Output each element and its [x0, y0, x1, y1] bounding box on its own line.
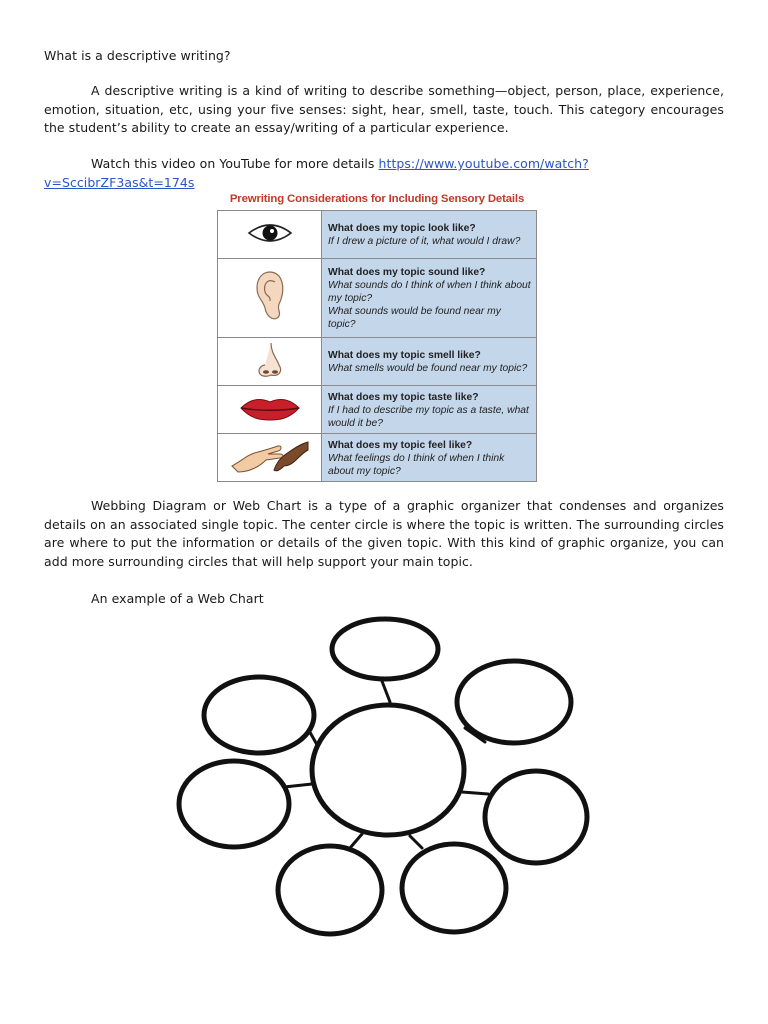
hands-icon — [218, 434, 322, 482]
connector-line — [350, 834, 362, 848]
center-topic-circle[interactable] — [312, 705, 464, 835]
eye-icon — [218, 211, 322, 259]
detail-circle-left[interactable] — [179, 761, 289, 847]
smell-question: What does my topic smell like? — [328, 350, 481, 361]
web-chart-diagram — [170, 612, 590, 942]
video-line-text: Watch this video on YouTube for more details — [91, 156, 379, 171]
feel-detail: What feelings do I think of when I think about my topic? — [328, 452, 505, 477]
sensory-table-grid — [217, 210, 537, 482]
sound-question: What does my topic sound like? — [328, 267, 486, 278]
taste-detail: If I had to describe my topic as a taste, what would it be? — [328, 404, 529, 429]
lips-icon — [218, 386, 322, 434]
sensory-table-title: Prewriting Considerations for Including Sensory Details — [229, 193, 525, 205]
sound-detail-2: What sounds would be found near my topic? — [328, 306, 501, 330]
video-line — [44, 155, 724, 192]
connector-line — [462, 792, 488, 794]
smell-cell — [322, 338, 537, 386]
nose-icon — [218, 338, 322, 386]
sound-detail: What sounds do I think of when I think about my topic? — [328, 280, 531, 304]
detail-circle-upper-right[interactable] — [457, 661, 571, 743]
paragraph-descriptive-writing: A descriptive writing is a kind of writing to describe something—object, person, place, experience, emotion, situation, etc, using your five senses: sight, hear, smell, taste, touch. This category encourages the student’s ability to create an essay/writing of a particular experience. — [44, 83, 724, 135]
feel-question: What does my topic feel like? — [328, 439, 473, 451]
table-row — [218, 338, 537, 386]
detail-circle-bottom-left[interactable] — [278, 846, 382, 934]
detail-circle-bottom-right[interactable] — [402, 844, 506, 932]
taste-cell — [322, 386, 537, 434]
connector-line — [410, 836, 422, 848]
ear-icon — [218, 259, 322, 338]
table-row — [218, 386, 537, 434]
detail-circle-right[interactable] — [485, 771, 587, 863]
look-question: What does my topic look like? — [328, 223, 476, 234]
feel-cell — [322, 434, 537, 482]
look-detail: If I drew a picture of it, what would I draw? — [328, 236, 521, 247]
detail-circle-top[interactable] — [332, 619, 438, 679]
table-row — [218, 211, 537, 259]
youtube-link[interactable]: https://www.youtube.com/watch?v=SccibrZF3as&t=174s — [44, 156, 589, 190]
sensory-details-table — [217, 189, 537, 487]
smell-detail: What smells would be found near my topic? — [328, 363, 528, 374]
taste-question: What does my topic taste like? — [328, 391, 479, 403]
detail-circle-upper-left[interactable] — [204, 677, 314, 753]
table-row — [218, 434, 537, 482]
look-cell — [322, 211, 537, 259]
heading: What is a descriptive writing? — [44, 48, 231, 63]
sound-cell — [322, 259, 537, 338]
paragraph-web-chart: Webbing Diagram or Web Chart is a type of a graphic organizer that condenses and organizes details on an associated single topic. The center circle is where the topic is written. The surrounding circles are where to put the information or details of the given topic. With this kind of graphic organize, you can add more surrounding circles that will help support your main topic. — [44, 498, 724, 569]
example-label: An example of a Web Chart — [91, 591, 264, 606]
table-row — [218, 259, 537, 338]
